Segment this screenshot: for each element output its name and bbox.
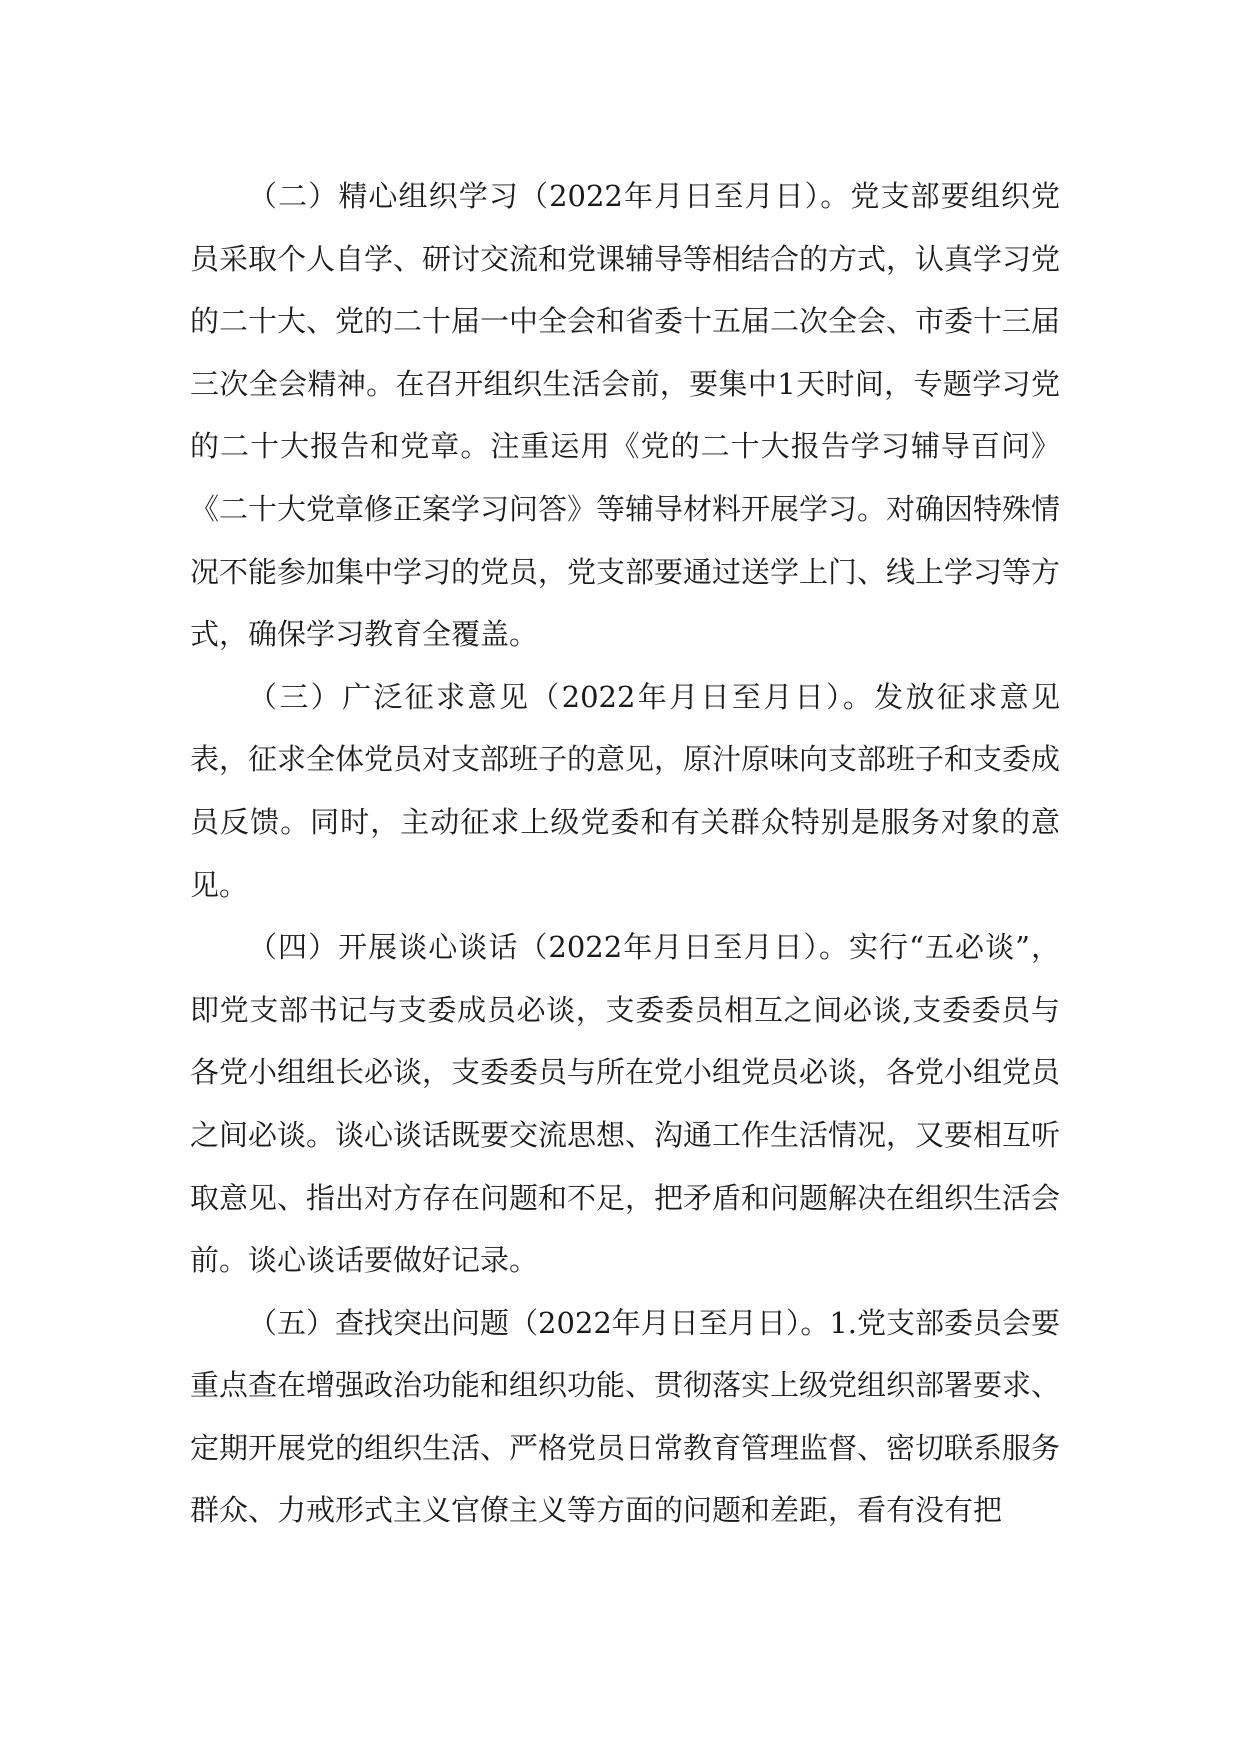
paragraph-talks: （四）开展谈心谈话（2022年月日至月日）。实行“五必谈”，即党支部书记与支委成员必谈，支委委员相互之间必谈,支委委员与各党小组组长必谈，支委委员与所在党小组党员必谈，各党小组党员之间必谈。谈心谈话既要交流思想、沟通工作生活情况，又要相互听取意见、指出对方存在问题和不足，把矛盾和问题解决在组织生活会前。谈心谈话要做好记录。	[190, 930, 1061, 1278]
paragraph-study: （二）精心组织学习（2022年月日至月日）。党支部要组织党员采取个人自学、研讨交流和党课辅导等相结合的方式，认真学习党的二十大、党的二十届一中全会和省委十五届二次全会、市委十三届三次全会精神。在召开组织生活会前，要集中1天时间，专题学习党的二十大报告和党章。注重运用《党的二十大报告学习辅导百问》《二十大党章修正案学习问答》等辅导材料开展学习。对确因特殊情况不能参加集中学习的党员，党支部要通过送学上门、线上学习等方式，确保学习教育全覆盖。	[190, 179, 1061, 652]
paragraph-opinions: （三）广泛征求意见（2022年月日至月日）。发放征求意见表，征求全体党员对支部班子的意见，原汁原味向支部班子和支委成员反馈。同时，主动征求上级党委和有关群众特别是服务对象的意见。	[190, 679, 1061, 902]
paragraph-problems: （五）查找突出问题（2022年月日至月日）。1.党支部委员会要重点查在增强政治功能和组织功能、贯彻落实上级党组织部署要求、定期开展党的组织生活、严格党员日常教育管理监督、密切联系服务群众、力戒形式主义官僚主义等方面的问题和差距，看有没有把	[190, 1305, 1061, 1528]
document-body	[190, 165, 1060, 1542]
